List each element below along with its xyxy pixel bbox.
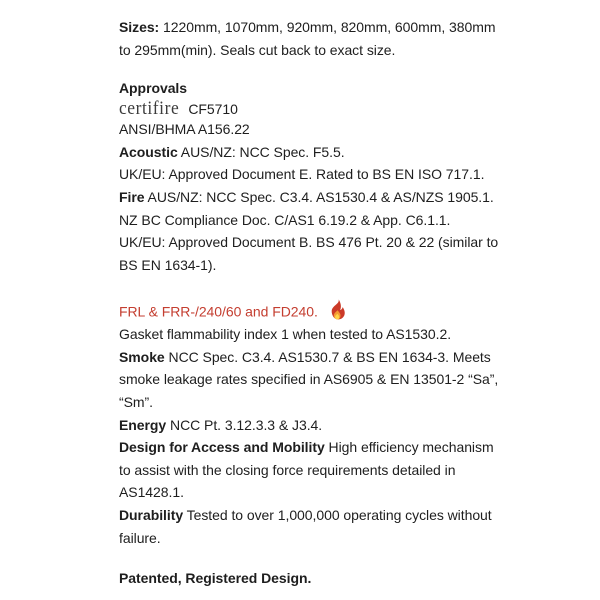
- body-text: smoke leakage rates specified in AS6905 & EN 13501-2 “Sa”,: [119, 371, 499, 388]
- text-line: [119, 231, 579, 254]
- text-line: [119, 391, 579, 414]
- fire-rating-text: FRL & FRR-/240/60 and FD240.: [119, 303, 318, 320]
- text-line: [119, 209, 579, 232]
- bold-text: Sizes:: [119, 19, 160, 35]
- document-body: [119, 0, 579, 590]
- bold-text: Patented, Registered Design.: [119, 570, 312, 587]
- text-line: [119, 186, 579, 209]
- body-text: BS EN 1634-1).: [119, 256, 217, 273]
- body-text: Gasket flammability index 1 when tested to AS1530.2.: [119, 325, 452, 342]
- text-line: [119, 346, 579, 369]
- body-text: “Sm”.: [119, 393, 153, 410]
- body-text: AUS/NZ: NCC Spec. C3.4. AS1530.4 & AS/NZS 1905.1.: [144, 188, 494, 205]
- text-line: [119, 527, 579, 550]
- text-line: [119, 254, 579, 277]
- text-line: [119, 459, 579, 482]
- text-line: [119, 504, 579, 527]
- text-line: [119, 39, 579, 62]
- body-text: Tested to over 1,000,000 operating cycles without: [183, 507, 492, 524]
- body-text: failure.: [119, 529, 161, 546]
- text-line: [119, 141, 579, 164]
- body-text: ANSI/BHMA A156.22: [119, 120, 250, 137]
- bold-text: Design for Access and Mobility: [119, 439, 325, 456]
- text-line: [119, 414, 579, 437]
- body-text: UK/EU: Approved Document E. Rated to BS EN ISO 717.1.: [119, 166, 485, 183]
- fire-icon: [318, 277, 346, 323]
- text-line: [119, 567, 579, 590]
- bold-text: Approvals: [119, 80, 188, 97]
- body-text: CF5710: [184, 100, 238, 117]
- text-line: [119, 97, 579, 119]
- body-text: NCC Pt. 3.12.3.3 & J3.4.: [166, 416, 323, 433]
- body-text: UK/EU: Approved Document B. BS 476 Pt. 20 & 22 (similar to: [119, 234, 499, 251]
- text-line: [119, 16, 579, 39]
- body-text: 1220mm, 1070mm, 920mm, 820mm, 600mm, 380mm: [159, 19, 496, 35]
- text-line: [119, 277, 579, 323]
- body-text: NZ BC Compliance Doc. C/AS1 6.19.2 & App. C6.1.1.: [119, 211, 451, 228]
- text-line: [119, 118, 579, 141]
- certifire-logo: certifire: [119, 97, 180, 119]
- text-line: [119, 368, 579, 391]
- bold-text: Fire: [119, 188, 145, 205]
- text-line: [119, 77, 579, 100]
- body-text: to 295mm(min). Seals cut back to exact size.: [119, 41, 396, 58]
- bold-text: Energy: [119, 416, 167, 433]
- bold-text: Acoustic: [119, 143, 178, 160]
- text-line: [119, 481, 579, 504]
- body-text: NCC Spec. C3.4. AS1530.7 & BS EN 1634-3. Meets: [164, 348, 491, 365]
- bold-text: Smoke: [119, 348, 165, 365]
- text-line: [119, 323, 579, 346]
- bold-text: Durability: [119, 507, 184, 524]
- body-text: AS1428.1.: [119, 484, 184, 501]
- body-text: to assist with the closing force requirements detailed in: [119, 461, 456, 478]
- body-text: High efficiency mechanism: [324, 439, 494, 456]
- text-line: [119, 163, 579, 186]
- text-line: [119, 436, 579, 459]
- body-text: AUS/NZ: NCC Spec. F5.5.: [177, 143, 345, 160]
